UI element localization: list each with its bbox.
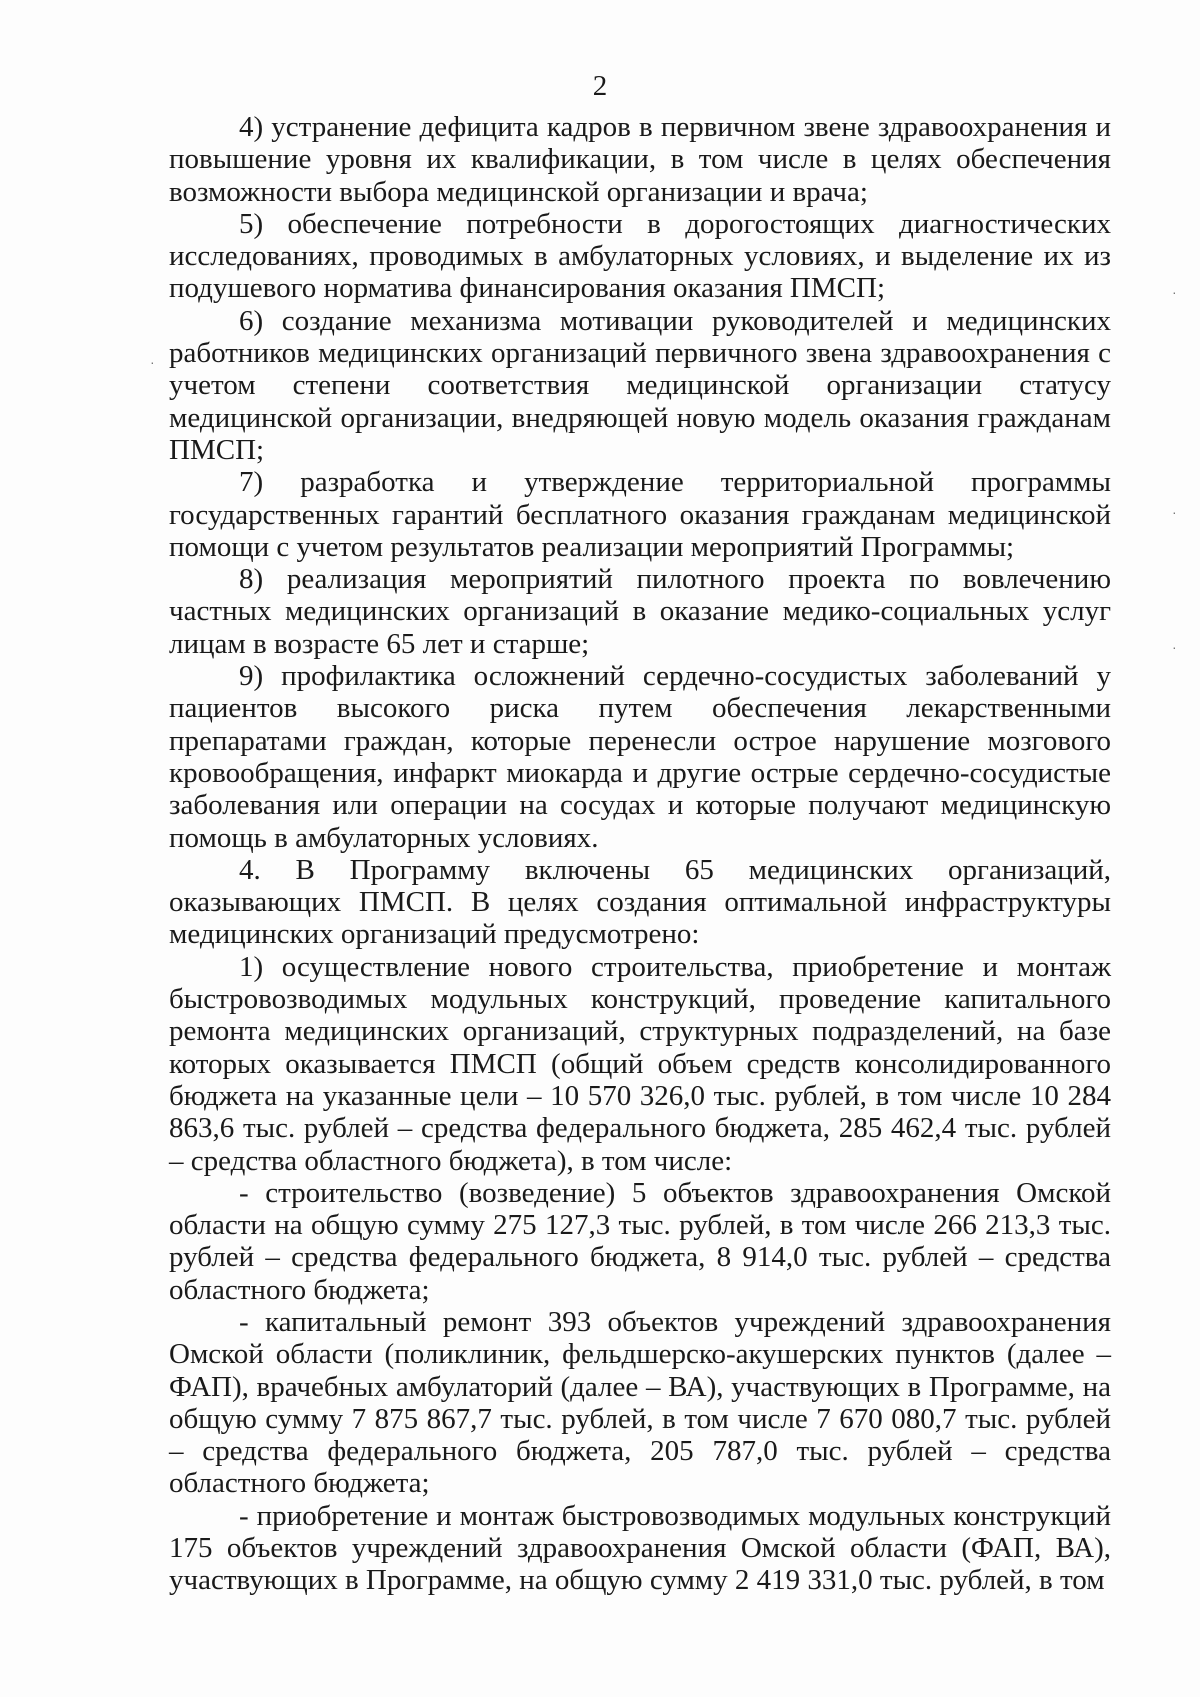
paragraph-item-5: 5) обеспечение потребности в дорогостоящих диагностических исследованиях, проводимых в амбулаторных условиях, и выделение их из подушевого норматива финансирования оказания ПМСП; — [169, 207, 1111, 305]
paragraph-item-7: 7) разработка и утверждение территориальной программы государственных гарантий бесплатного оказания гражданам медицинской помощи с учетом результатов реализации мероприятий Программы; — [169, 466, 1111, 563]
paragraph-item-6: 6) создание механизма мотивации руководителей и медицинских работников медицинских организаций первичного звена здравоохранения с учетом степени соответствия медицинской организации статусу медицинской организации, внедряющей новую модель оказания гражданам ПМСП; — [169, 304, 1111, 466]
paragraph-item-4: 4) устранение дефицита кадров в первичном звене здравоохранения и повышение уровня их квалификации, в том числе в целях обеспечения возможности выбора медицинской организации и врача; — [169, 111, 1111, 208]
scan-speck: · — [1172, 284, 1177, 300]
paragraph-dash-construction: - строительство (возведение) 5 объектов здравоохранения Омской области на общую сумму 275 127,3 тыс. рублей, в том числе 266 213,3 тыс. рублей – средства федерального бюджета, 8 914,0 тыс. рублей – средства областного бюджета; — [169, 1176, 1111, 1306]
paragraph-dash-modular: - приобретение и монтаж быстровозводимых модульных конструкций 175 объектов учреждений здравоохранения Омской области (ФАП, ВА), участвующих в Программе, на общую сумму 2 419 331,0 тыс. рублей, в том — [169, 1499, 1111, 1597]
paragraph-dash-repair: - капитальный ремонт 393 объектов учреждений здравоохранения Омской области (поликлиник, фельдшерско-акушерских пунктов (далее – ФАП), врачебных амбулаторий (далее – ВА), участвующих в Программе, на общую сумму 7 875 867,7 тыс. рублей, в том числе 7 670 080,7 тыс. рублей – средства федерального бюджета, 205 787,0 тыс. рублей – средства областного бюджета; — [169, 1305, 1111, 1500]
page-number: 2 — [592, 70, 608, 102]
paragraph-item-8: 8) реализация мероприятий пилотного проекта по вовлечению частных медицинских организаций в оказание медико-социальных услуг лицам в возрасте 65 лет и старше; — [169, 563, 1111, 660]
paragraph-section-4: 4. В Программу включены 65 медицинских организаций, оказывающих ПМСП. В целях создания оптимальной инфраструктуры медицинских организаций предусмотрено: — [169, 853, 1111, 951]
paragraph-subitem-1: 1) осуществление нового строительства, приобретение и монтаж быстровозводимых модульных конструкций, проведение капитального ремонта медицинских организаций, структурных подразделений, на базе которых оказывается ПМСП (общий объем средств консолидированного бюджета на указанные цели – 10 570 326,0 тыс. рублей, в том числе 10 284 863,6 тыс. рублей – средства федерального бюджета, 285 462,4 тыс. рублей – средства областного бюджета), в том числе: — [169, 950, 1111, 1177]
scan-speck: · — [1172, 504, 1177, 520]
document-body — [169, 111, 1111, 1597]
scan-speck: · — [150, 354, 155, 370]
scan-speck: · — [1172, 639, 1177, 655]
paragraph-item-9: 9) профилактика осложнений сердечно-сосудистых заболеваний у пациентов высокого риска путем обеспечения лекарственными препаратами граждан, которые перенесли острое нарушение мозгового кровообращения, инфаркт миокарда и другие острые сердечно-сосудистые заболевания или операции на сосудах и которые получают медицинскую помощь в амбулаторных условиях. — [169, 660, 1111, 854]
